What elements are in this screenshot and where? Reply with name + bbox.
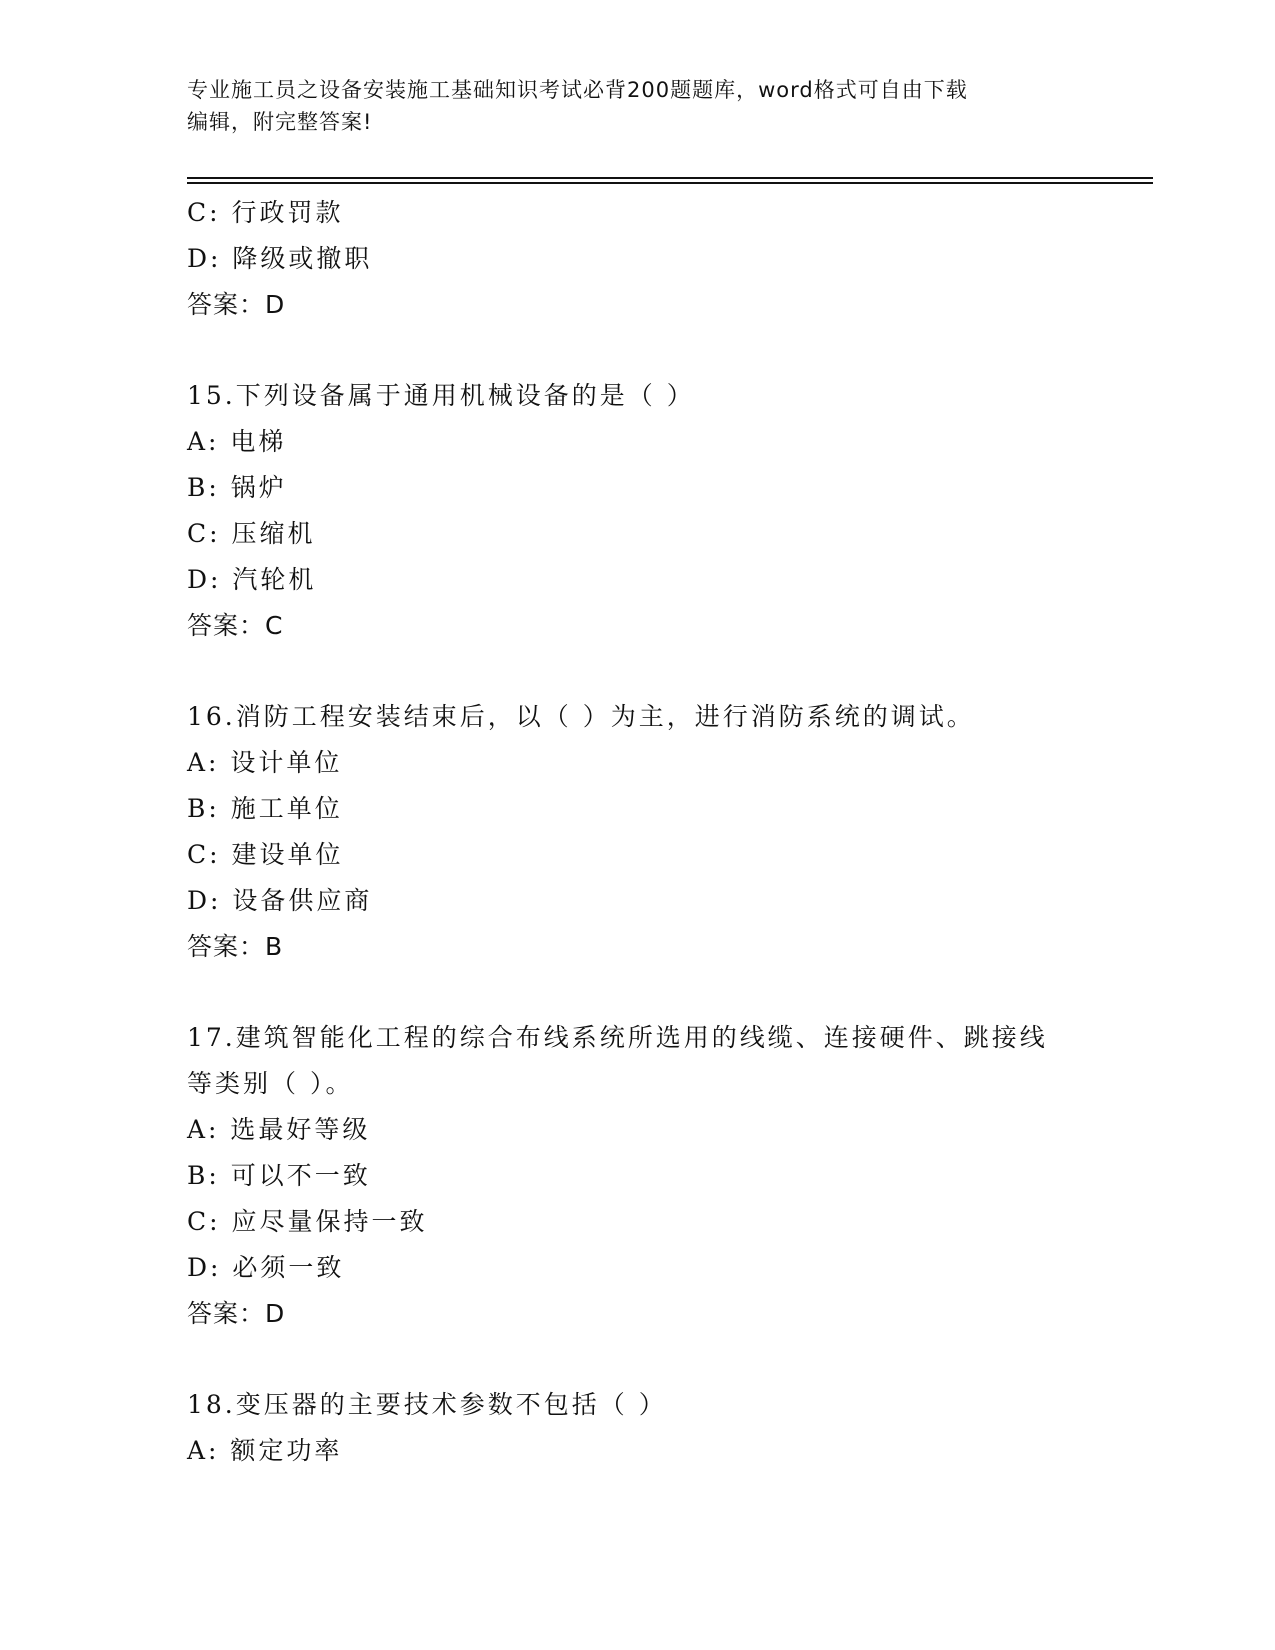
question-18: [187, 1382, 1087, 1474]
question-16: [187, 694, 1087, 970]
answer-line: 答案：D: [187, 1299, 286, 1328]
question-gap: [187, 649, 1087, 694]
option-b: B: 施工单位: [187, 794, 343, 823]
question-gap: [187, 1337, 1087, 1382]
option-b: B: 锅炉: [187, 473, 287, 502]
option-a: A: 额定功率: [187, 1436, 343, 1465]
answer-line: 答案：B: [187, 932, 284, 961]
option-c: C: 建设单位: [187, 840, 344, 869]
header-divider-top: [187, 177, 1153, 179]
previous-question-tail: [187, 190, 1087, 328]
option-d: D: 汽轮机: [187, 565, 317, 594]
question-stem-line-1: 17.建筑智能化工程的综合布线系统所选用的线缆、连接硬件、跳接线: [187, 1023, 1048, 1052]
option-d: D: 设备供应商: [187, 886, 373, 915]
question-stem: 15.下列设备属于通用机械设备的是（ ）: [187, 381, 695, 410]
option-b: B: 可以不一致: [187, 1161, 371, 1190]
header-divider-bottom: [187, 182, 1153, 184]
question-gap: [187, 328, 1087, 373]
question-gap: [187, 970, 1087, 1015]
question-list: [187, 190, 1087, 1474]
option-a: A: 设计单位: [187, 748, 343, 777]
option-c: C: 应尽量保持一致: [187, 1207, 428, 1236]
option-d: D: 降级或撤职: [187, 244, 373, 273]
option-c: C: 压缩机: [187, 519, 316, 548]
header-line-2: 编辑，附完整答案!: [187, 110, 373, 134]
question-stem-line-2: 等类别（ ）。: [187, 1069, 354, 1098]
option-a: A: 选最好等级: [187, 1115, 371, 1144]
option-c: C: 行政罚款: [187, 198, 344, 227]
document-header: [187, 74, 1067, 138]
option-a: A: 电梯: [187, 427, 287, 456]
answer-line: 答案：C: [187, 611, 284, 640]
question-stem: 16.消防工程安装结束后，以（ ）为主，进行消防系统的调试。: [187, 702, 975, 731]
question-15: [187, 373, 1087, 649]
answer-line: 答案：D: [187, 290, 286, 319]
option-d: D: 必须一致: [187, 1253, 345, 1282]
header-line-1: 专业施工员之设备安装施工基础知识考试必背200题题库，word格式可自由下载: [187, 78, 968, 102]
question-17: [187, 1015, 1087, 1337]
question-stem: 18.变压器的主要技术参数不包括（ ）: [187, 1390, 667, 1419]
